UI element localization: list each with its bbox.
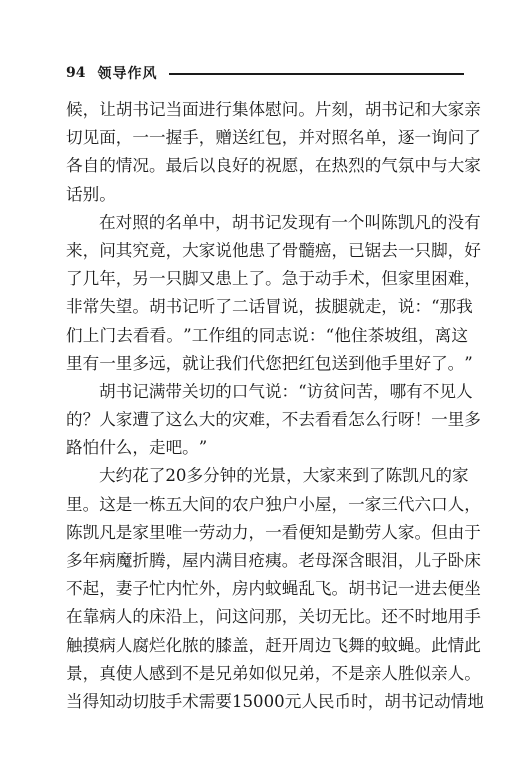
text-line: 来 ， 问 其 究 竟 ， 大 家 说 他 患 了 骨 髓 癌 ， 已 锯 去 一 只 脚 ， 好 [66, 240, 481, 260]
running-title: 领导作风 [97, 66, 158, 82]
text-line: 在 对 照 的 名 单 中 ， 胡 书 记 发 现 有 一 个 叫 陈 凯 凡 的 没 有 [99, 212, 481, 232]
text-line: 陈 凯 凡 是 家 里 唯 一 劳 动 力 ， 一 看 便 知 是 勤 劳 人 家 。 但 由 于 [66, 522, 481, 542]
text-line: 话 别 。 [66, 184, 116, 204]
text-line: 们 上 门 去 看 看 。 ” 工 作 组 的 同 志 说 ： “ 他 住 茶 坡 组 ， 离 这 [66, 325, 468, 345]
text-line: 的 ？ 人 家 遭 了 这 么 大 的 灾 难 ， 不 去 看 看 怎 么 行 呀 ！ 一 里 多 [66, 410, 481, 430]
text-line: 候 ， 让 胡 书 记 当 面 进 行 集 体 慰 问 。 片 刻 ， 胡 书 记 和 大 家 亲 [66, 100, 481, 119]
text-line: 非 常 失 望 。 胡 书 记 听 了 二 话 冒 说 ， 拔 腿 就 走 ， 说 ： “ 那 我 [66, 297, 473, 317]
text-line: 里 。 这 是 一 栋 五 大 间 的 农 户 独 户 小 屋 ， 一 家 三 代 六 口 人 ， [66, 494, 481, 514]
page-number: 94 [66, 65, 86, 81]
text-line: 在 靠 病 人 的 床 沿 上 ， 问 这 问 那 ， 关 切 无 比 。 还 不 时 地 用 手 [66, 607, 481, 627]
text-line: 当 得 知 动 切 肢 手 术 需 要 15000 元 人 民 币 时 ， 胡 书 记 动 情 地 [66, 691, 484, 711]
text-line: 各 自 的 情 况 。 最 后 以 良 好 的 祝 愿 ， 在 热 烈 的 气 氛 中 与 大 家 [66, 156, 481, 176]
text-line: 切 见 面 ， 一 一 握 手 ， 赠 送 红 包 ， 并 对 照 名 单 ， 逐 一 询 问 了 [66, 128, 481, 148]
text-line: 景 ， 真 使 人 感 到 不 是 兄 弟 如 似 兄 弟 ， 不 是 亲 人 胜 似 亲 人 。 [66, 663, 481, 683]
text-line: 里 有 一 里 多 远 ， 就 让 我 们 代 您 把 红 包 送 到 他 手 里 好 了 。 ” [66, 353, 473, 373]
body-text [66, 96, 484, 716]
text-line: 路 怕 什 么 ， 走 吧 。 ” [66, 438, 208, 458]
text-line: 多 年 病 魔 折 腾 ， 屋 内 满 目 疮 痍 。 老 母 深 含 眼 泪 ， 儿 子 卧 床 [66, 551, 481, 570]
running-head [66, 62, 464, 84]
text-line: 了 几 年 ， 另 一 只 脚 又 患 上 了 。 急 于 动 手 术 ， 但 家 里 困 难 ， [66, 269, 481, 289]
text-line: 不 起 ， 妻 子 忙 内 忙 外 ， 房 内 蚊 蝇 乱 飞 。 胡 书 记 一 进 去 便 坐 [66, 579, 481, 599]
text-line: 触 摸 病 人 腐 烂 化 脓 的 膝 盖 ， 赶 开 周 边 飞 舞 的 蚊 蝇 。 此 情 此 [66, 635, 481, 655]
text-line: 胡 书 记 满 带 关 切 的 口 气 说 ： “ 访 贫 问 苦 ， 哪 有 不 见 人 [99, 381, 473, 401]
text-line: 大 约 花 了 20 多 分 钟 的 光 景 ， 大 家 来 到 了 陈 凯 凡 的 家 [99, 466, 469, 486]
header-rule [169, 73, 464, 75]
